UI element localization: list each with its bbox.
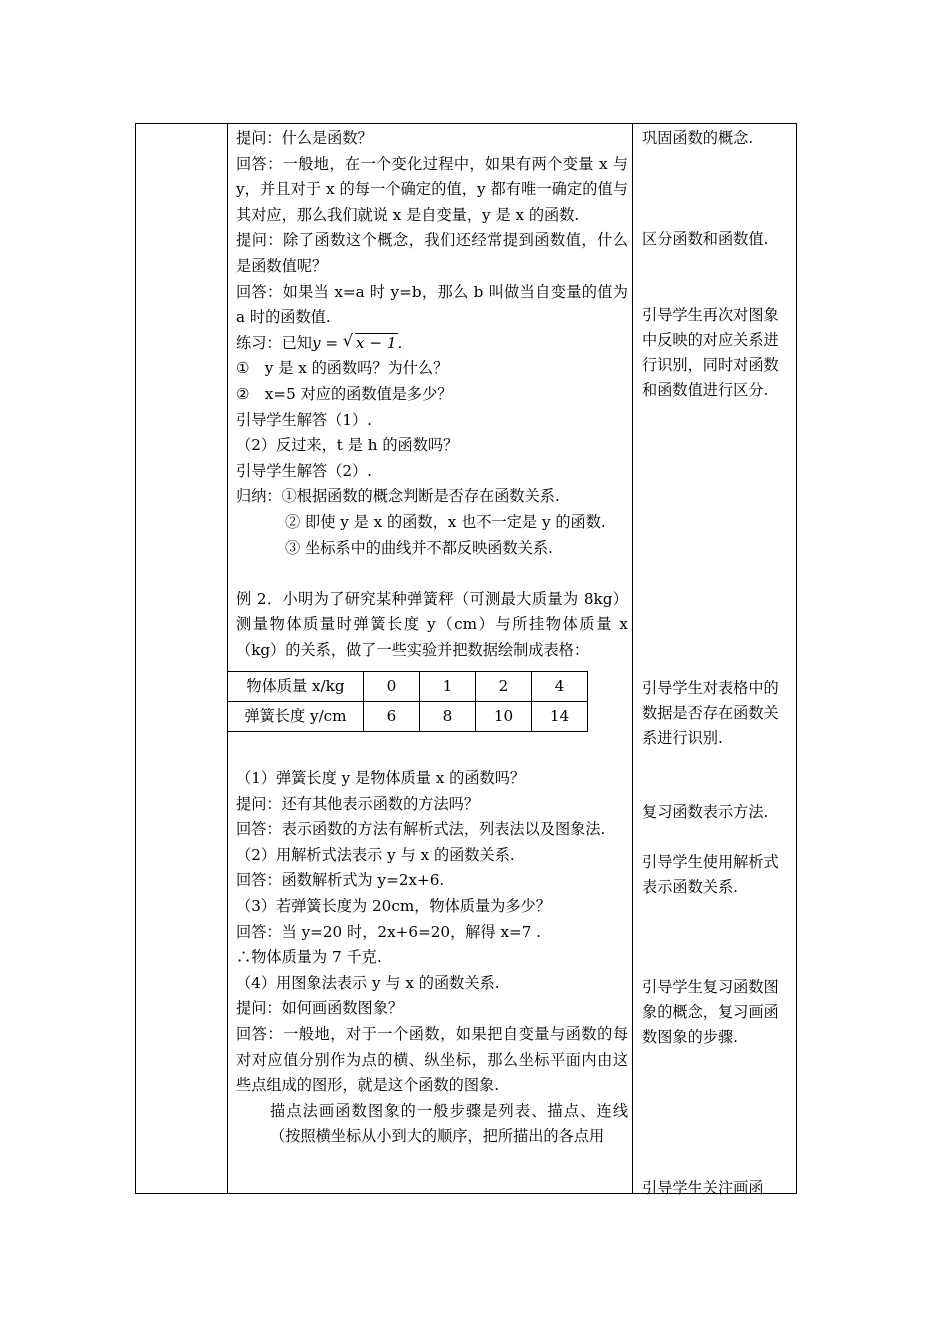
teaching-content-column bbox=[236, 126, 628, 1150]
question-t-h: （2）反过来，t 是 h 的函数吗？ bbox=[236, 436, 459, 455]
square-root-expression bbox=[343, 331, 398, 357]
example-q3: （3）若弹簧长度为 20cm，物体质量为多少？ bbox=[236, 897, 551, 916]
exercise-y: y bbox=[311, 333, 321, 352]
summary-1: 归纳：①根据函数的概念判断是否存在函数关系. bbox=[236, 487, 560, 506]
exercise-prefix: 练习：已知 bbox=[236, 333, 312, 352]
length-header: 弹簧长度 y/cm bbox=[228, 702, 364, 732]
exercise-q1: ① y 是 x 的函数吗？为什么？ bbox=[236, 359, 449, 378]
answer-methods: 回答：表示函数的方法有解析式法，列表法以及图象法. bbox=[236, 820, 606, 839]
mass-header: 物体质量 x/kg bbox=[228, 672, 364, 702]
exercise-line bbox=[236, 331, 628, 357]
radical-sign-icon: √ bbox=[342, 330, 354, 350]
table-row bbox=[228, 702, 588, 732]
note-5: 复习函数表示方法. bbox=[642, 803, 769, 821]
summary-2: ② 即使 y 是 x 的函数，x 也不一定是 y 的函数. bbox=[285, 512, 606, 531]
length-cell: 10 bbox=[476, 702, 532, 732]
note-7: 引导学生复习函数图象的概念，复习画函数图象的步骤. bbox=[642, 978, 779, 1046]
radicand: x − 1 bbox=[355, 333, 397, 352]
note-4: 引导学生对表格中的数据是否存在函数关系进行识别. bbox=[642, 679, 779, 747]
guide-solve-2: 引导学生解答（2）. bbox=[236, 461, 372, 480]
mass-cell: 4 bbox=[532, 672, 588, 702]
answer-expression: 回答：函数解析式为 y=2x+6. bbox=[236, 871, 445, 890]
mass-cell: 1 bbox=[420, 672, 476, 702]
example-2-statement: 例 2．小明为了研究某种弹簧秤（可测最大质量为 8kg）测量物体质量时弹簧长度 y（cm）与所挂物体质量 x（kg）的关系，做了一些实验并把数据绘制成表格： bbox=[236, 589, 628, 659]
answer-function-definition: 回答：一般地，在一个变化过程中，如果有两个变量 x 与 y，并且对于 x 的每一个确定的值，y 都有唯一确定的值与其对应，那么我们就说 x 是自变量，y 是 x 的函数. bbox=[236, 154, 628, 224]
answer-solve: 回答：当 y=20 时，2x+6=20，解得 x=7 . bbox=[236, 922, 542, 941]
note-6: 引导学生使用解析式表示函数关系. bbox=[642, 853, 779, 896]
exercise-equals: = bbox=[320, 333, 343, 352]
exercise-q2: ② x=5 对应的函数值是多少？ bbox=[236, 384, 453, 403]
note-3: 引导学生再次对图象中反映的对应关系进行识别，同时对函数和函数值进行区分. bbox=[642, 306, 779, 399]
example-q1: （1）弹簧长度 y 是物体质量 x 的函数吗？ bbox=[236, 769, 526, 788]
question-what-is-function: 提问：什么是函数？ bbox=[236, 129, 373, 147]
question-draw-graph: 提问：如何画函数图象？ bbox=[236, 999, 404, 1018]
guide-solve-1: 引导学生解答（1）. bbox=[236, 410, 372, 429]
answer-function-value: 回答：如果当 x=a 时 y=b，那么 b 叫做当自变量的值为 a 时的函数值. bbox=[236, 282, 628, 327]
example-q2: （2）用解析式法表示 y 与 x 的函数关系. bbox=[236, 845, 515, 864]
answer-graph-definition: 回答：一般地，对于一个函数，如果把自变量与函数的每对对应值分别作为点的横、纵坐标，那么坐标平面内由这些点组成的图形，就是这个函数的图象. bbox=[236, 1025, 628, 1095]
exercise-end: . bbox=[397, 333, 403, 352]
question-other-methods: 提问：还有其他表示函数的方法吗？ bbox=[236, 794, 479, 813]
column-divider-1 bbox=[227, 124, 228, 1194]
note-1: 巩固函数的概念. bbox=[642, 129, 754, 147]
length-cell: 8 bbox=[420, 702, 476, 732]
note-2: 区分函数和函数值. bbox=[642, 230, 769, 248]
question-function-value: 提问：除了函数这个概念，我们还经常提到函数值，什么是函数值呢？ bbox=[236, 231, 628, 275]
answer-conclusion: ∴物体质量为 7 千克. bbox=[236, 948, 382, 967]
column-divider-2 bbox=[632, 124, 633, 1194]
mass-cell: 0 bbox=[364, 672, 420, 702]
length-cell: 6 bbox=[364, 702, 420, 732]
summary-3: ③ 坐标系中的曲线并不都反映函数关系. bbox=[285, 538, 553, 557]
plotting-steps: 描点法画函数图象的一般步骤是列表、描点、连线（按照横坐标从小到大的顺序，把所描出的各点用 bbox=[270, 1101, 628, 1146]
spring-data-table bbox=[227, 671, 588, 732]
example-q4: （4）用图象法表示 y 与 x 的函数关系. bbox=[236, 973, 500, 992]
length-cell: 14 bbox=[532, 702, 588, 732]
note-8: 引导学生关注画函 bbox=[642, 1179, 764, 1197]
table-row bbox=[228, 672, 588, 702]
mass-cell: 2 bbox=[476, 672, 532, 702]
